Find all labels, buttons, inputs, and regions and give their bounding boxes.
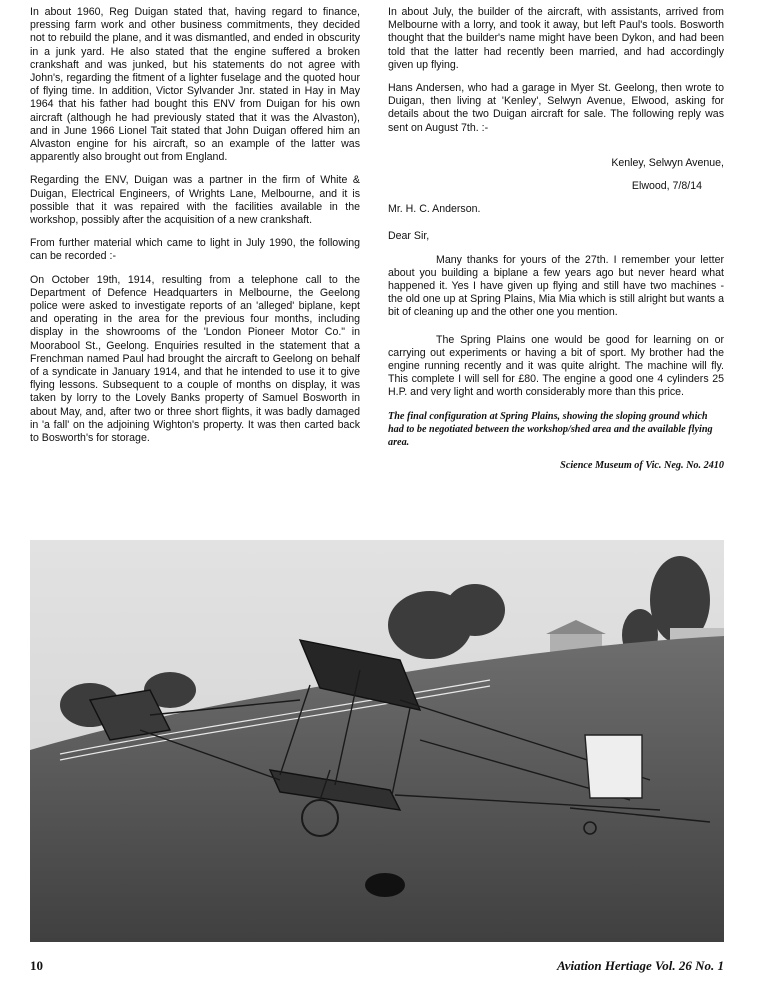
paragraph: Regarding the ENV, Duigan was a partner in the firm of White & Duigan, Electrical Engineers, of Wrights Lane, Melbourne, and it is possible that it was repaired with the facilities available in the workshop, possibly after the acquisition of a new crankshaft. [30, 174, 360, 227]
letter-body-paragraph: The Spring Plains one would be good for learning on or carrying out experiments or having a bit of sport. My brother had the engine running recently and it was quite alright. The machine will fly. This complete I will sell for £80. The engine a good one 4 cylinders 25 H.P. and very light and worth considerably more than this price. [388, 333, 724, 399]
letter-body-paragraph: Many thanks for yours of the 27th. I remember your letter about you building a biplane a few years ago but never heard what happened it. Yes I have given up flying and still have two machines - the old one up at Spring Plains, Mia Mia which is still alright but wants a bit of cleaning up and the other one you mention. [388, 253, 724, 319]
photo-credit: Science Museum of Vic. Neg. No. 2410 [560, 459, 724, 471]
letter-recipient: Mr. H. C. Anderson. [388, 203, 481, 216]
biplane-photo [30, 540, 724, 942]
left-column [30, 6, 360, 455]
letter-salutation: Dear Sir, [388, 230, 430, 243]
letter [388, 157, 724, 400]
page-footer [30, 958, 724, 978]
page-number: 10 [30, 958, 43, 973]
photo-illustration [30, 540, 724, 942]
paragraph: On October 19th, 1914, resulting from a telephone call to the Department of Defence Headquarters in Melbourne, the Geelong police were asked to investigate reports of an 'alleged' biplane, kept and operating in the area for the previous four months, including display in the showrooms of the 'London Pioneer Motor Co." in Moorabool St., Geelong. Enquiries resulted in the statement that a Frenchman named Paul had brought the aircraft to Geelong on behalf of a syndicate in January 1914, and that he intended to use it to give flying lessons. Subsequent to a couple of months on display, it was taken by lorry to the Lovely Banks property of Samuel Bosworth in about May, and, after two or three short flights, it was badly damaged in 'a fall' on the adjoining Wighton's property. It was then carted back to Bosworth's for storage. [30, 273, 360, 445]
paragraph: Hans Andersen, who had a garage in Myer St. Geelong, then wrote to Duigan, then living at 'Kenley', Selwyn Avenue, Elwood, asking for details about the two Duigan aircraft for sale. The following reply was sent on August 7th. :- [388, 82, 724, 134]
right-column [388, 6, 724, 482]
paragraph: In about 1960, Reg Duigan stated that, having regard to finance, pressing farm work and other business commitments, they decided not to rebuild the plane, and it was dismantled, and ended in obscurity in a junk yard. He also stated that the engine suffered a broken crankshaft and was junked, but his statements do not agree with John's, regarding the fitment of a lighter fuselage and the quoted hour of flying time. In addition, Victor Sylvander Jnr. stated in Hay in May 1964 that his father had bought this ENV from Duigan for his own aircraft (although he had previously stated that it was the Alvaston), and in June 1966 Lionel Tait stated that John Duigan offered him an Alvaston engine for his aircraft, so an example of the latter was apparently also brought out from England. [30, 6, 360, 164]
journal-name: Aviation Hertiage Vol. 26 No. 1 [557, 958, 724, 973]
photo-caption: The final configuration at Spring Plains, showing the sloping ground which had to be negotiated between the workshop/shed area and the available flying area. [388, 410, 713, 448]
letter-address-line2: Elwood, 7/8/14 [631, 180, 702, 193]
paragraph: From further material which came to light in July 1990, the following can be recorded :- [30, 237, 360, 263]
dog [365, 873, 405, 897]
letter-address-line1: Kenley, Selwyn Avenue, [611, 156, 724, 169]
paragraph: In about July, the builder of the aircraft, with assistants, arrived from Melbourne with a lorry, and took it away, but left Paul's tools. Bosworth thought that the builder's name might have been Dykon, and had been told that the latter had recently been married, and had accordingly given up flying. [388, 6, 724, 71]
